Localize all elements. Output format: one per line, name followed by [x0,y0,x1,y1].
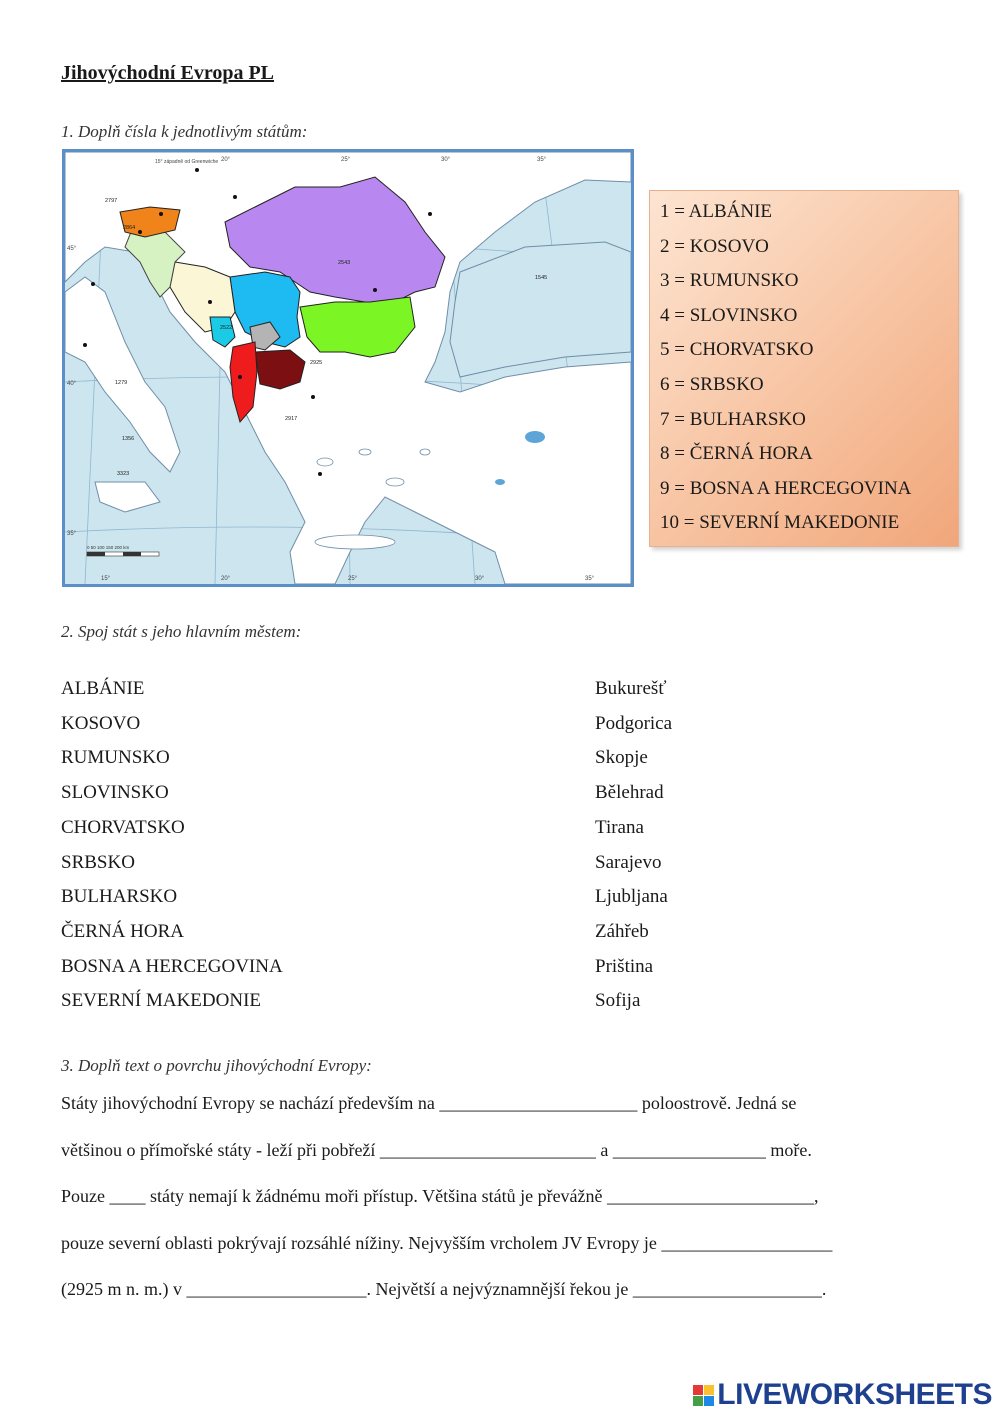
logo-square [693,1396,703,1406]
task1-heading: 1. Doplň čísla k jednotlivým státům: [61,122,308,141]
legend-item: 1 = ALBÁNIE [660,201,773,222]
peak-label: 3323 [117,471,130,477]
fill-in-line[interactable]: Pouze ____ státy nemají k žádnému moři přístup. Většina států je převážně _______________________, [61,1186,819,1206]
logo-square [704,1396,714,1406]
map-top-label: 15° západně od Greenwiche [155,159,219,165]
region-north-macedonia [255,350,305,389]
lon-label: 20° [221,576,231,582]
peak-label: 2917 [285,416,298,422]
capital-item[interactable]: Bukurešť [595,678,667,699]
capital-item[interactable]: Záhřeb [595,920,649,942]
country-item[interactable]: BULHARSKO [61,886,178,908]
capital-item[interactable]: Ljubljana [595,886,668,908]
peak-label: 2797 [105,198,118,204]
country-item[interactable]: SRBSKO [61,851,135,873]
lon-label: 35° [585,576,595,582]
peak-label: 1279 [115,380,128,386]
country-item[interactable]: ČERNÁ HORA [61,920,184,942]
peak-label: 2543 [338,260,351,266]
fill-in-line[interactable]: většinou o přímořské státy - leží při pobřeží ________________________ a _________________ moře. [61,1139,812,1160]
task3-heading: 3. Doplň text o povrchu jihovýchodní Evropy: [61,1056,372,1075]
capital-item[interactable]: Skopje [595,747,648,769]
peak-label: 2522 [220,325,233,331]
balkan-map [62,149,634,587]
lon-label: 30° [475,576,485,582]
capitals-list [595,672,672,1019]
lon-label: 30° [441,157,451,163]
capital-item[interactable]: Sarajevo [595,851,662,873]
legend-item: 7 = BULHARSKO [660,408,806,430]
lat-label: 45° [67,246,77,252]
page-title: Jihovýchodní Evropa PL [61,62,275,84]
peak-label: 2925 [310,360,323,366]
lat-label: 35° [67,531,77,537]
logo-text: LIVEWORKSHEETS [717,1378,992,1411]
country-item[interactable]: RUMUNSKO [61,747,170,769]
legend-box [649,190,959,547]
capital-item[interactable]: Priština [595,955,654,977]
fill-in-line[interactable]: pouze severní oblasti pokrývají rozsáhlé nížiny. Nejvyšším vrcholem JV Evropy je ___________________ [61,1232,833,1253]
lon-label: 20° [221,157,231,163]
capital-item[interactable]: Tirana [595,816,644,838]
map-svg [65,152,631,584]
logo-square [704,1385,714,1395]
scale-label: 0 50 100 150 200 km [87,545,130,550]
legend-item: 2 = KOSOVO [660,235,769,257]
legend-item: 6 = SRBSKO [660,373,764,395]
capital-item[interactable]: Bělehrad [595,782,664,804]
capital-item[interactable]: Podgorica [595,712,673,734]
country-item[interactable]: KOSOVO [61,712,141,734]
fill-in-paragraph [61,1088,961,1321]
lat-label: 40° [67,381,77,387]
country-item[interactable]: SLOVINSKO [61,782,169,804]
countries-list [61,672,283,1019]
country-item[interactable]: ALBÁNIE [61,678,145,699]
legend-item: 8 = ČERNÁ HORA [660,443,813,465]
logo-square [693,1385,703,1395]
fill-in-line[interactable]: (2925 m n. m.) v ____________________. Největší a nejvýznamnější řekou je _____________________. [61,1279,827,1299]
lon-label: 25° [348,576,358,582]
legend-item: 3 = RUMUNSKO [660,270,799,292]
region-bulgaria [300,297,415,357]
legend-item: 10 = SEVERNÍ MAKEDONIE [660,512,900,534]
fill-in-line[interactable]: Státy jihovýchodní Evropy se nachází především na ______________________ poloostrově. Jedná se [61,1093,797,1113]
country-item[interactable]: CHORVATSKO [61,816,185,838]
liveworksheets-logo[interactable] [693,1378,992,1412]
peak-label: 1356 [122,436,135,442]
logo-mark-icon [693,1385,714,1406]
lon-label: 35° [537,157,547,163]
peak-label: 2864 [123,225,136,231]
peak-label: 1545 [535,275,548,281]
legend-item: 4 = SLOVINSKO [660,304,798,326]
lon-label: 25° [341,157,351,163]
task2-heading: 2. Spoj stát s jeho hlavním městem: [61,622,302,641]
lon-label: 15° [101,576,111,582]
legend-item: 9 = BOSNA A HERCEGOVINA [660,477,912,499]
country-item[interactable]: BOSNA A HERCEGOVINA [61,955,283,977]
legend-item: 5 = CHORVATSKO [660,339,814,361]
country-item[interactable]: SEVERNÍ MAKEDONIE [61,990,262,1012]
capital-item[interactable]: Sofija [595,990,641,1012]
